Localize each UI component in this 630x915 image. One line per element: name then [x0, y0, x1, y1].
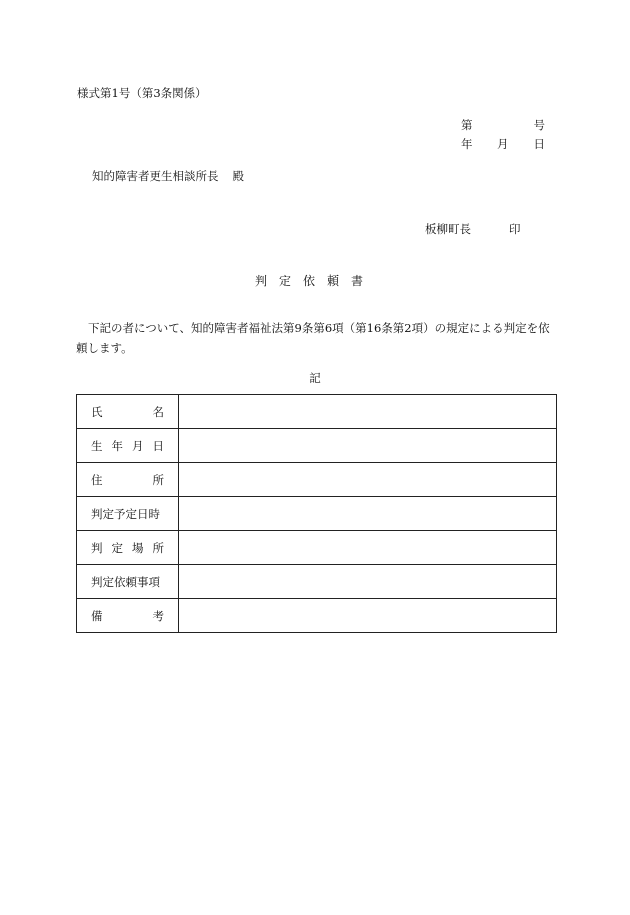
year-label: 年	[461, 137, 473, 151]
table-row	[77, 395, 557, 429]
form-number-label: 様式第1号（第3条関係）	[77, 86, 207, 100]
document-title: 判定依頼書	[254, 274, 375, 288]
table-row	[77, 599, 557, 633]
addressee-name: 知的障害者更生相談所長	[92, 169, 219, 183]
row-label: 備 考	[91, 608, 164, 623]
row-value-cell[interactable]	[179, 599, 557, 633]
addressee	[92, 169, 244, 183]
table-row	[77, 429, 557, 463]
row-label-cell	[77, 395, 179, 429]
table-row	[77, 531, 557, 565]
row-value-cell[interactable]	[179, 497, 557, 531]
seal-mark: 印	[509, 222, 521, 236]
row-value-cell[interactable]	[179, 531, 557, 565]
sender	[425, 222, 521, 236]
row-label: 判 定 場 所	[91, 540, 164, 555]
row-label: 判定予定日時	[91, 506, 160, 521]
row-label-cell	[77, 463, 179, 497]
table-row	[77, 565, 557, 599]
row-label-cell	[77, 429, 179, 463]
month-label: 月	[497, 137, 509, 151]
table-row	[77, 463, 557, 497]
table-row	[77, 497, 557, 531]
number-prefix: 第	[461, 118, 473, 132]
request-details-table	[76, 394, 557, 633]
number-suffix: 号	[533, 118, 545, 132]
ki-heading: 記	[309, 371, 321, 385]
row-label-cell	[77, 599, 179, 633]
row-value-cell[interactable]	[179, 395, 557, 429]
row-value-cell[interactable]	[179, 463, 557, 497]
row-value-cell[interactable]	[179, 429, 557, 463]
row-label: 氏 名	[91, 404, 164, 419]
sender-name: 板柳町長	[425, 222, 471, 236]
day-label: 日	[533, 137, 545, 151]
row-label-cell	[77, 531, 179, 565]
request-body-text: 下記の者について、知的障害者福祉法第9条第6項（第16条第2項）の規定による判定を依頼します。	[76, 321, 550, 355]
row-label-cell	[77, 565, 179, 599]
row-value-cell[interactable]	[179, 565, 557, 599]
addressee-honorific: 殿	[232, 169, 244, 183]
row-label: 生 年 月 日	[91, 438, 164, 453]
row-label: 住 所	[91, 472, 164, 487]
row-label-cell	[77, 497, 179, 531]
row-label: 判定依頼事項	[91, 574, 160, 589]
